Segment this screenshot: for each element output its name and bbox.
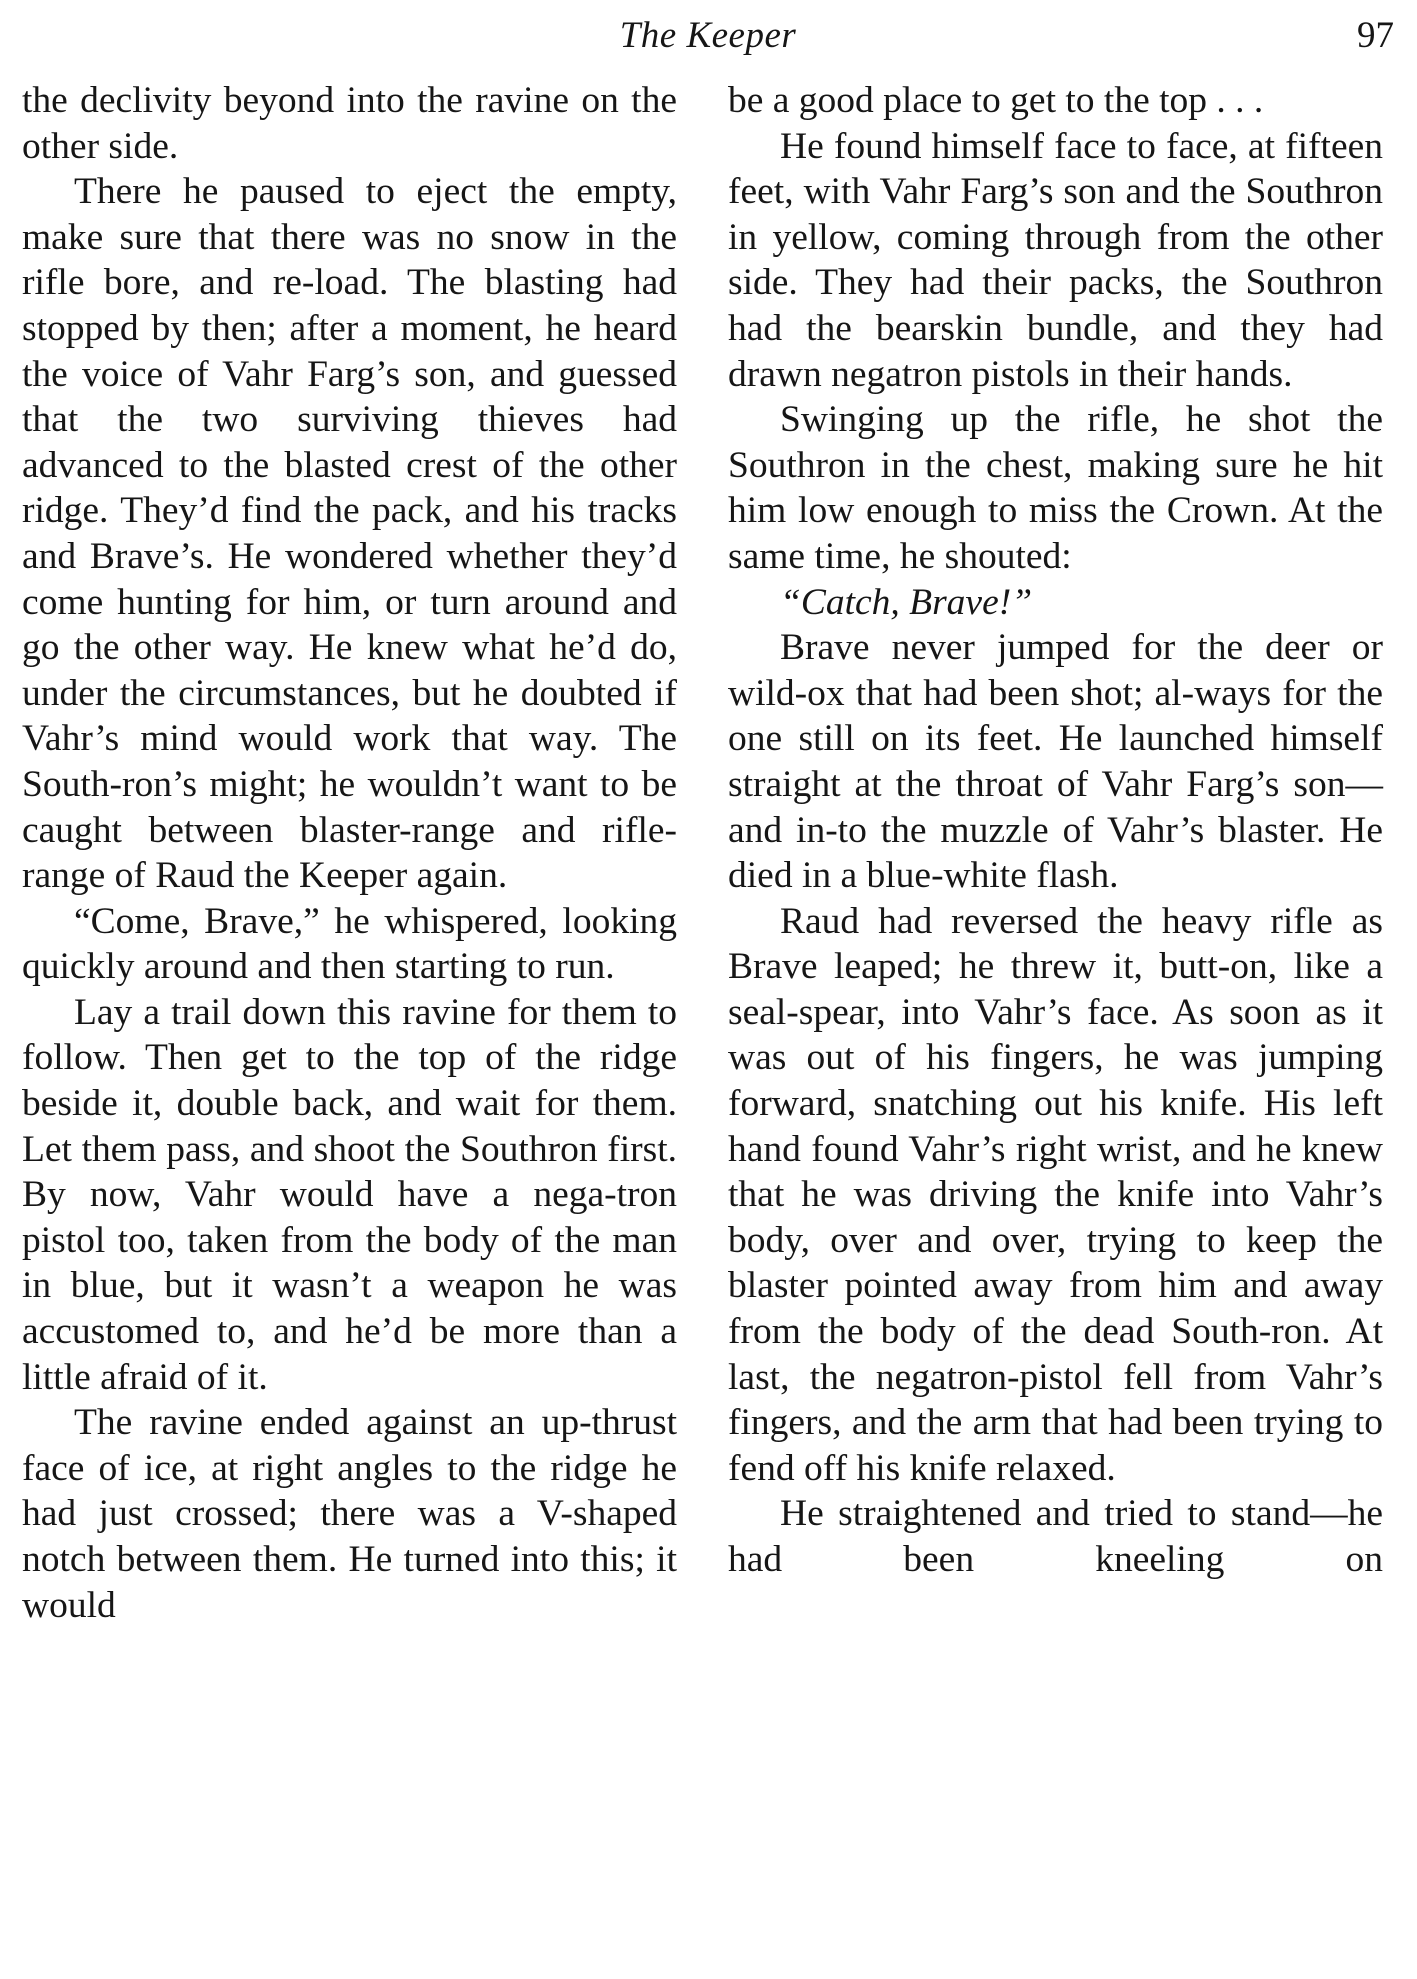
running-title: The Keeper — [619, 15, 797, 56]
paragraph: the declivity beyond into the ravine on the other side. — [22, 80, 677, 167]
paragraph: be a good place to get to the top . . . — [728, 80, 1264, 121]
paragraph: “Catch, Brave!” — [780, 581, 1033, 623]
paragraph: He found himself face to face, at fifteen feet, with Vahr Farg’s son and the Southron in yellow, coming through from the other side. They had their packs, the Southron had the bearskin bundle, and they had drawn negatron pistols in their hands. — [728, 125, 1383, 395]
paragraph: He straightened and tried to stand—he had been kneeling on — [728, 1493, 1383, 1580]
paragraph: Brave never jumped for the deer or wild-ox that had been shot; al-ways for the one still on its feet. He launched himself straight at the throat of Vahr Farg’s son—and in-to the muzzle of Vahr’s blaster. He died in a blue-white flash. — [728, 627, 1383, 897]
page-header — [22, 10, 1394, 62]
page-number: 97 — [1357, 15, 1394, 56]
paragraph: Raud had reversed the heavy rifle as Brave leaped; he threw it, butt-on, like a seal-spear, into Vahr’s face. As soon as it was out of his fingers, he was jumping forward, snatching out his knife. His left hand found Vahr’s right wrist, and he knew that he was driving the knife into Vahr’s body, over and over, trying to keep the blaster pointed away from him and away from the body of the dead South-ron. At last, the negatron-pistol fell from Vahr’s fingers, and the arm that had been trying to fend off his knife relaxed. — [728, 900, 1383, 1489]
paragraph: There he paused to eject the empty, make sure that there was no snow in the rifle bore, and re-load. The blasting had stopped by then; after a moment, he heard the voice of Vahr Farg’s son, and guessed that the two surviving thieves had advanced to the blasted crest of the other ridge. They’d find the pack, and his tracks and Brave’s. He wondered whether they’d come hunting for him, or turn around and go the other way. He knew what he’d do, under the circumstances, but he doubted if Vahr’s mind would work that way. The South-ron’s might; he wouldn’t want to be caught between blaster-range and rifle-range of Raud the Keeper again. — [22, 171, 677, 897]
paragraph: The ravine ended against an up-thrust face of ice, at right angles to the ridge he had just crossed; there was a V-shaped notch between them. He turned into this; it would — [22, 1402, 677, 1626]
right-column — [728, 78, 1383, 1583]
paragraph: “Come, Brave,” he whispered, looking quickly around and then starting to run. — [22, 900, 677, 988]
paragraph: Lay a trail down this ravine for them to follow. Then get to the top of the ridge beside it, double back, and wait for them. Let them pass, and shoot the Southron first. By now, Vahr would have a nega-tron pistol too, taken from the body of the man in blue, but it wasn’t a weapon he was accustomed to, and he’d be more than a little afraid of it. — [22, 991, 677, 1398]
left-column — [22, 78, 677, 1628]
paragraph: Swinging up the rifle, he shot the Southron in the chest, making sure he hit him low enough to miss the Crown. At the same time, he shouted: — [728, 399, 1383, 577]
